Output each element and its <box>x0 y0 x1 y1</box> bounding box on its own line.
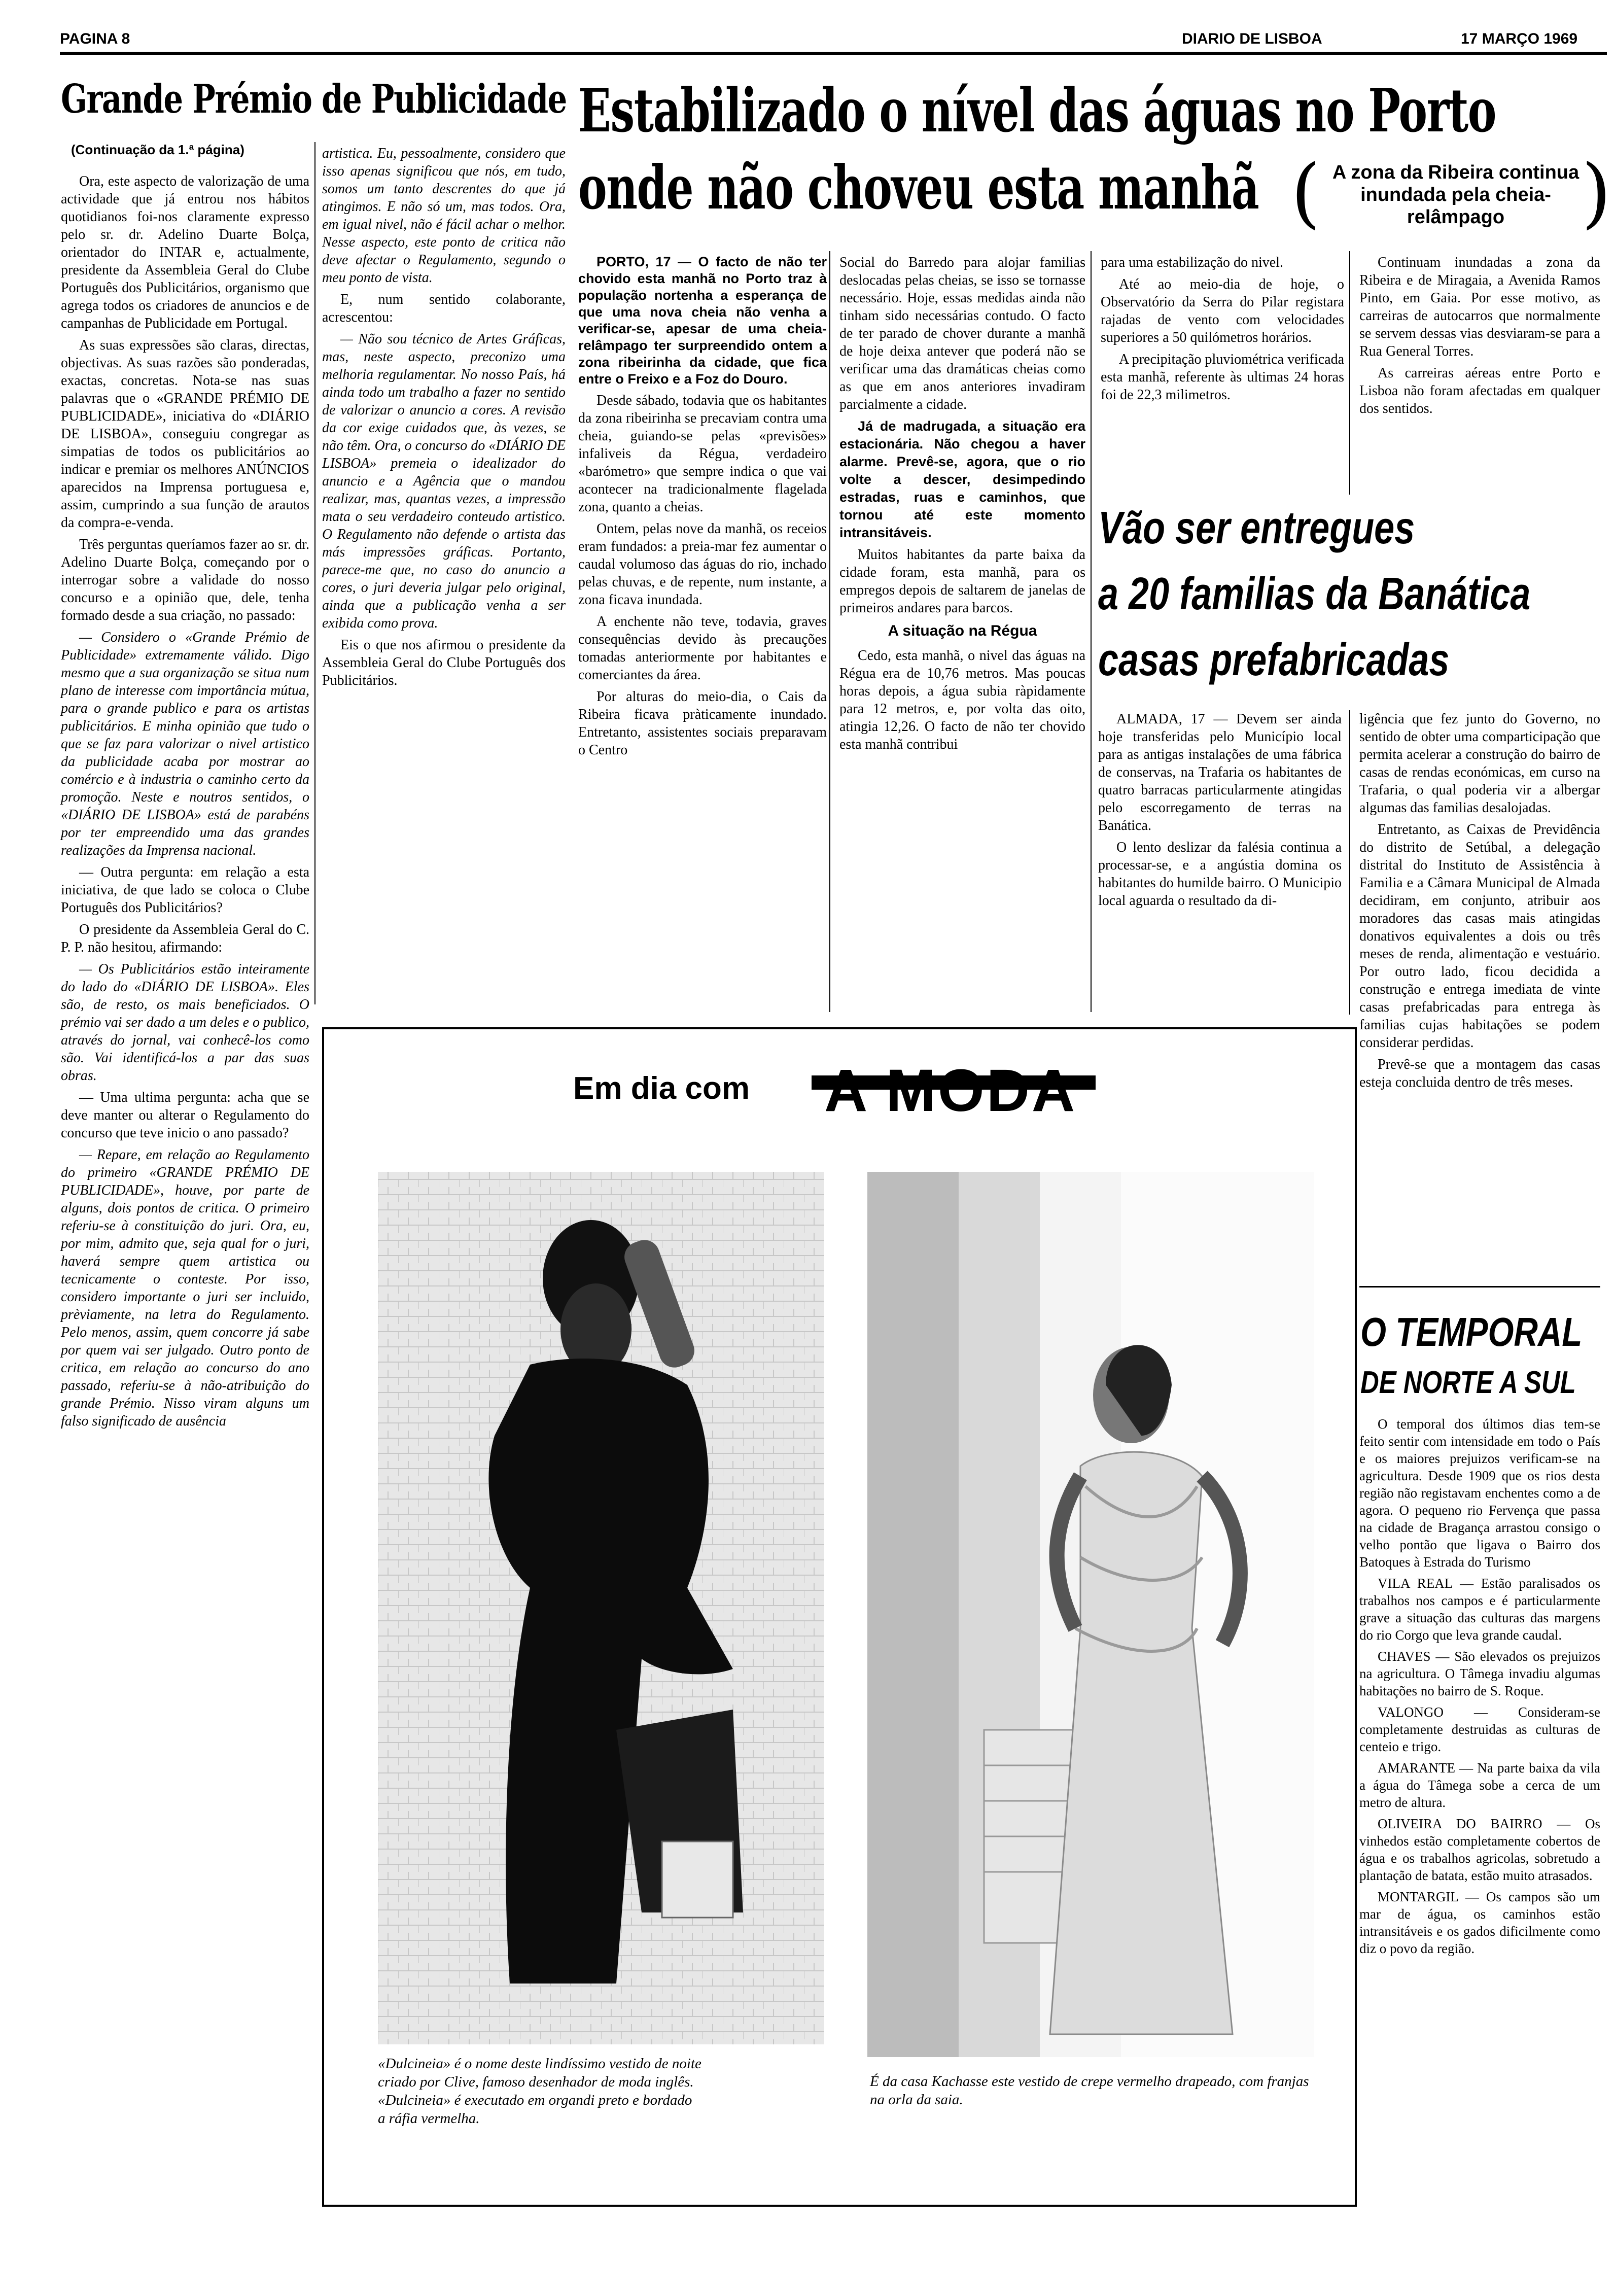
regua-para: Cedo, esta manhã, o nivel das águas na Régua era de 10,76 metros. Mas poucas horas depois, a água subia ràpidamente para 12 metros, e, por volta das oito, atingia 12,26. O facto de não ter chovido esta manhã contribui <box>839 648 1085 752</box>
temporal-item: AMARANTE — Na parte baixa da vila a água do Tâmega sobe a cerca de um metro de altura. <box>1359 1760 1600 1810</box>
column-rule <box>1349 251 1350 495</box>
temporal-item: VALONGO — Consideram-se completamente destruidas as culturas de centeio e trigo. <box>1359 1704 1600 1754</box>
publicidade-para: artistica. Eu, pessoalmente, considero que isso apenas significou que nós, em tudo, somos um tanto descrentes do que já atingimos. E não só um, mas todos. Ora, em igual nivel, não é fácil achar o melhor. Nesse aspecto, este ponto de critica não deve afectar o Regulamento, segundo o meu ponto de vista. <box>322 146 566 286</box>
porto-column-a <box>578 254 827 763</box>
publicidade-column-1 <box>61 172 309 1434</box>
publicidade-headline: Grande Prémio de Publicidade <box>61 76 567 122</box>
banatica-para: ligência que fez junto do Governo, no sentido de obter uma comparticipação que permita acelerar a construção do bairro de casas de rendas económicas, em curso na Trafaria, o qual poderia vir a albergar algumas das familias desalojadas. <box>1359 711 1600 816</box>
porto-para: Continuam inundadas a zona da Ribeira e de Miragaia, a Avenida Ramos Pinto, em Gaia. Por esse motivo, as carreiras de autocarros que normalmente se servem dessas vias desviaram-se para a Rua General Torres. <box>1359 255 1600 359</box>
publicidade-para: Ora, este aspecto de valorização de uma actividade que já entrou nos hábitos quotidianos foi-nos claramente expresso pelo sr. dr. Adelino Duarte Bolça, orientador do INTAR e, actualmente, presidente da Assembleia Geral do Clube Português dos Publicitários, organismo que agrega todos os criadores de anuncios e de campanhas de Publicidade em Portugal. <box>61 173 309 331</box>
subhead-open-paren: ( <box>1291 149 1321 237</box>
page-number: PAGINA 8 <box>60 30 130 47</box>
porto-column-c <box>1101 254 1344 408</box>
temporal-item: O temporal dos últimos dias tem-se feito sentir com intensidade em todo o País e os maiores prejuizos verificam-se na agricultura. Desde 1909 que os rios desta região não registavam enchentes como a de agora. O pequeno rio Fervença que passa na cidade de Bragança arrastou consigo o velho pontão que ligava o Bairro dos Batoques à Estrada do Turismo <box>1359 1416 1600 1570</box>
issue-date: 17 MARÇO 1969 <box>1461 30 1578 47</box>
banatica-para: Entretanto, as Caixas de Previdência do distrito de Setúbal, a delegação distrital do Instituto de Assistência à Familia e a Câmara Municipal de Almada decidiram, em conjunto, atribuir aos moradores das casas mais atingidas donativos equivalentes a dois ou três meses de renda, alimentação e vestuário. Por outro lado, ficou decidida a construção e entrega imediata de vinte casas prefabricadas para entrega às familias cujas habitações se podem considerar perdidas. <box>1359 822 1600 1051</box>
masthead-rule <box>60 52 1607 55</box>
moda-caption-left: «Dulcineia» é o nome deste lindíssimo vestido de noite criado por Clive, famoso desenhador de moda inglês. «Dulcineia» é executado em organdi preto e bordado a ráfia vermelha. <box>378 2056 701 2127</box>
banatica-para: ALMADA, 17 — Devem ser ainda hoje transferidas pelo Município local para as antigas instalações de uma fábrica de conservas, na Trafaria os habitantes de quatro barracas particularmente atingidas pelo escorregamento de terras na Banática. <box>1098 711 1342 833</box>
porto-para: Desde sábado, todavia que os habitantes da zona ribeirinha se precaviam contra uma cheia, guiando-se pelas «previsões» infaliveis da Régua, verdadeiro «barómetro» que sempre indica o que vai acontecer na tradicionalmente flagelada zona, quanto a cheias. <box>578 393 827 515</box>
publicidade-para: As suas expressões são claras, directas, objectivas. As suas razões são ponderadas, exactas, concretas. Nota-se nas suas palavras que o «GRANDE PRÉMIO DE PUBLICIDADE», iniciativa do «DIÁRIO DE LISBOA», conseguiu congregar as simpatias de todos os publicitários ao indicar e premiar os melhores ANÚNCIOS aparecidos na Imprensa portuguesa e, assim, cumprindo a sua função de arautos da compra-e-venda. <box>61 337 309 531</box>
publicidade-para: O presidente da Assembleia Geral do C. P. P. não hesitou, afirmando: <box>61 922 309 955</box>
porto-para: Por alturas do meio-dia, o Cais da Ribeira ficava pràticamente inundado. Entretanto, assistentes sociais preparavam o Centro <box>578 689 827 758</box>
moda-photo-left <box>378 1172 824 2044</box>
moda-caption-right: É da casa Kachasse este vestido de crepe vermelho drapeado, com franjas na orla da saia. <box>870 2073 1309 2108</box>
temporal-top-rule <box>1359 1286 1600 1288</box>
banatica-headline-line-2: a 20 familias da Banática <box>1098 569 1531 619</box>
porto-para: Muitos habitantes da parte baixa da cidade foram, esta manhã, para os empregos depois de saltarem de janelas de primeiros andares para barcos. <box>839 547 1085 616</box>
dress-figure-right <box>867 1172 1314 2057</box>
temporal-column <box>1359 1415 1600 1961</box>
porto-column-b <box>839 254 1085 757</box>
porto-para: Até ao meio-dia de hoje, o Observatório da Serra do Pilar registara rajadas de vento com velocidades superiores a 50 quilómetros horários. <box>1101 276 1344 345</box>
publicidade-para: — Repare, em relação ao Regulamento do primeiro «GRANDE PRÉMIO DE PUBLICIDADE», houve, por parte de alguns, dois pontos de critica. O primeiro referiu-se à constituição do juri. Ora, eu, por mim, admito que, seja qual for o juri, haverá sempre quem artistica ou tecnicamente o conteste. Por isso, considero importante o juri ser incluido, prèviamente, na letra do Regulamento. Pelo menos, assim, quem concorre já sabe por quem vai ser julgado. Outro ponto de critica, em relação ao concurso do ano passado, referiu-se à não-atribuição do grande Prémio. Nisso viram alguns um falso significado de ausência <box>61 1147 309 1429</box>
moda-banner-big: A MODA <box>824 1057 1077 1124</box>
newspaper-name: DIARIO DE LISBOA <box>1182 30 1322 47</box>
moda-photo-right <box>867 1172 1314 2057</box>
porto-column-d <box>1359 254 1600 422</box>
banatica-headline-line-1: Vão ser entregues <box>1098 503 1415 553</box>
publicidade-continuation: (Continuação da 1.ª página) <box>71 142 244 157</box>
temporal-item: VILA REAL — Estão paralisados os trabalhos nos campos e é particularmente grave a situação das culturas das margens do rio Corgo que leva grande caudal. <box>1359 1576 1600 1643</box>
publicidade-para: Eis o que nos afirmou o presidente da Assembleia Geral do Clube Português dos Publicitários. <box>322 637 566 688</box>
temporal-item: OLIVEIRA DO BAIRRO — Os vinhedos estão completamente cobertos de água e os trabalhos agricolas, sobretudo a plantação de batata, estão muito atrasados. <box>1359 1816 1600 1883</box>
publicidade-para: E, num sentido colaborante, acrescentou: <box>322 292 566 325</box>
porto-para: Social do Barredo para alojar familias deslocadas pelas cheias, se isso se tornasse necessário. Hoje, essas medidas ainda não tinham sido necessárias contudo. O facto de ter parado de chover durante a manhã de hoje deixa antever que poderá não se verificar uma das dramáticas cheias como as que em anos anteriores invadiram parcialmente a cidade. <box>839 255 1085 412</box>
column-rule <box>829 251 830 1012</box>
publicidade-column-2 <box>322 145 566 693</box>
porto-para: para uma estabilização do nivel. <box>1101 255 1283 270</box>
publicidade-para: — Uma ultima pergunta: acha que se deve manter ou alterar o Regulamento do concurso que teve inicio o ano passado? <box>61 1090 309 1141</box>
subhead-close-paren: ) <box>1582 149 1611 237</box>
banatica-headline-line-3: casas prefabricadas <box>1098 635 1450 685</box>
porto-subhead: A zona da Ribeira continua inundada pela cheia-relâmpago <box>1332 162 1579 228</box>
banatica-para: O lento deslizar da falésia continua a processar-se, e a angústia domina os habitantes do humilde bairro. O Municipio local aguarda o resultado da di- <box>1098 840 1342 909</box>
publicidade-para: — Outra pergunta: em relação a esta iniciativa, de que lado se coloca o Clube Português dos Publicitários? <box>61 864 309 916</box>
porto-para: A precipitação pluviométrica verificada esta manhã, referente às ultimas 24 horas foi de 22,3 milimetros. <box>1101 352 1344 403</box>
porto-lead: PORTO, 17 — O facto de não ter chovido esta manhã no Porto traz à população nortenha a esperança de que uma nova cheia não venha a verificar-se, apesar de uma cheia-relâmpago ter surpreendido ontem a zona ribeirinha da cidade, que fica entre o Freixo e a Foz do Douro. <box>578 254 827 387</box>
publicidade-para: — Os Publicitários estão inteiramente do lado do «DIÁRIO DE LISBOA». Eles são, de resto, os mais beneficiados. O prémio vai ser dado a um deles e o publico, através do jornal, vai conhecê-los como são. Vai identificá-los a par das suas obras. <box>61 961 309 1084</box>
column-rule <box>314 142 315 1004</box>
porto-para: Ontem, pelas nove da manhã, os receios eram fundados: a preia-mar fez aumentar o caudal volumoso das águas do rio, inchado pelas chuvas, e de repente, num instante, a zona ficava inundada. <box>578 521 827 608</box>
porto-headline-line-1: Estabilizado o nível das águas no Porto <box>578 75 1496 146</box>
moda-banner-small: Em dia com <box>573 1071 750 1106</box>
regua-heading: A situação na Régua <box>888 622 1037 639</box>
dress-figure-left <box>378 1172 824 2044</box>
porto-para: Já de madrugada, a situação era estacionária. Não chegou a haver alarme. Prevê-se, agora, que o rio volte a descer, desimpedindo estradas, ruas e caminhos, que tornou até este momento intransitáveis. <box>839 419 1085 540</box>
porto-headline-line-2: onde não choveu esta manhã <box>578 152 1259 223</box>
publicidade-para: Três perguntas queríamos fazer ao sr. dr. Adelino Duarte Bolça, começando por o interrogar sobre a validade do nosso concurso e a opinião que, dele, tenha formado desde a sua criação, no passado: <box>61 537 309 623</box>
temporal-item: CHAVES — São elevados os prejuizos na agricultura. O Tâmega invadiu algumas habitações no bairro de S. Roque. <box>1359 1649 1600 1698</box>
porto-para: A enchente não teve, todavia, graves consequências devido às precauções tomadas anteriormente por habitantes e comerciantes da área. <box>578 614 827 683</box>
column-rule <box>1349 710 1350 1015</box>
banatica-column-1 <box>1098 710 1342 914</box>
banatica-para: Prevê-se que a montagem das casas esteja concluida dentro de três meses. <box>1359 1057 1600 1090</box>
publicidade-para: — Considero o «Grande Prémio de Publicidade» extremamente válido. Digo mesmo que a sua organização se situa num plano de interesse com importância mútua, para o grande publico e para os artistas publicitários. E minha opinião que tudo o que se faz para valorizar o nivel artistico da publicidade acaba por mostrar ao comércio e à industria o caminho certo da promoção. Neste e noutros sentidos, o «DIÁRIO DE LISBOA» está de parabéns por ter empreendido uma das grandes realizações da Imprensa nacional. <box>61 630 309 858</box>
column-rule <box>1091 251 1092 1012</box>
publicidade-para: — Não sou técnico de Artes Gráficas, mas, neste aspecto, preconizo uma melhoria regulamentar. No nosso País, há ainda todo um trabalho a fazer no sentido de valorizar o anuncio a cores. A revisão da cor exige cuidados que, às vezes, se não têm. Ora, o concurso do «DIÁRIO DE LISBOA» premeia o idealizador do anuncio e a Agência que o mandou realizar, mas, quantas vezes, a impressão mata o seu verdadeiro conteudo artistico. O Regulamento não defende o artista das más impressões gráficas. Portanto, parece-me que, no caso do anuncio a cores, o juri deveria julgar pelo original, ainda que a publicação venha a ser exibida como prova. <box>322 331 566 631</box>
temporal-headline-line-1: O TEMPORAL <box>1360 1309 1583 1354</box>
temporal-item: MONTARGIL — Os campos são um mar de água, os caminhos estão intransitáveis e os gados dificilmente como diz o povo da região. <box>1359 1889 1600 1956</box>
temporal-headline-line-2: DE NORTE A SUL <box>1360 1365 1576 1400</box>
porto-para: As carreiras aéreas entre Porto e Lisboa não foram afectadas em qualquer dos sentidos. <box>1359 365 1600 416</box>
banatica-column-2 <box>1359 710 1600 1095</box>
